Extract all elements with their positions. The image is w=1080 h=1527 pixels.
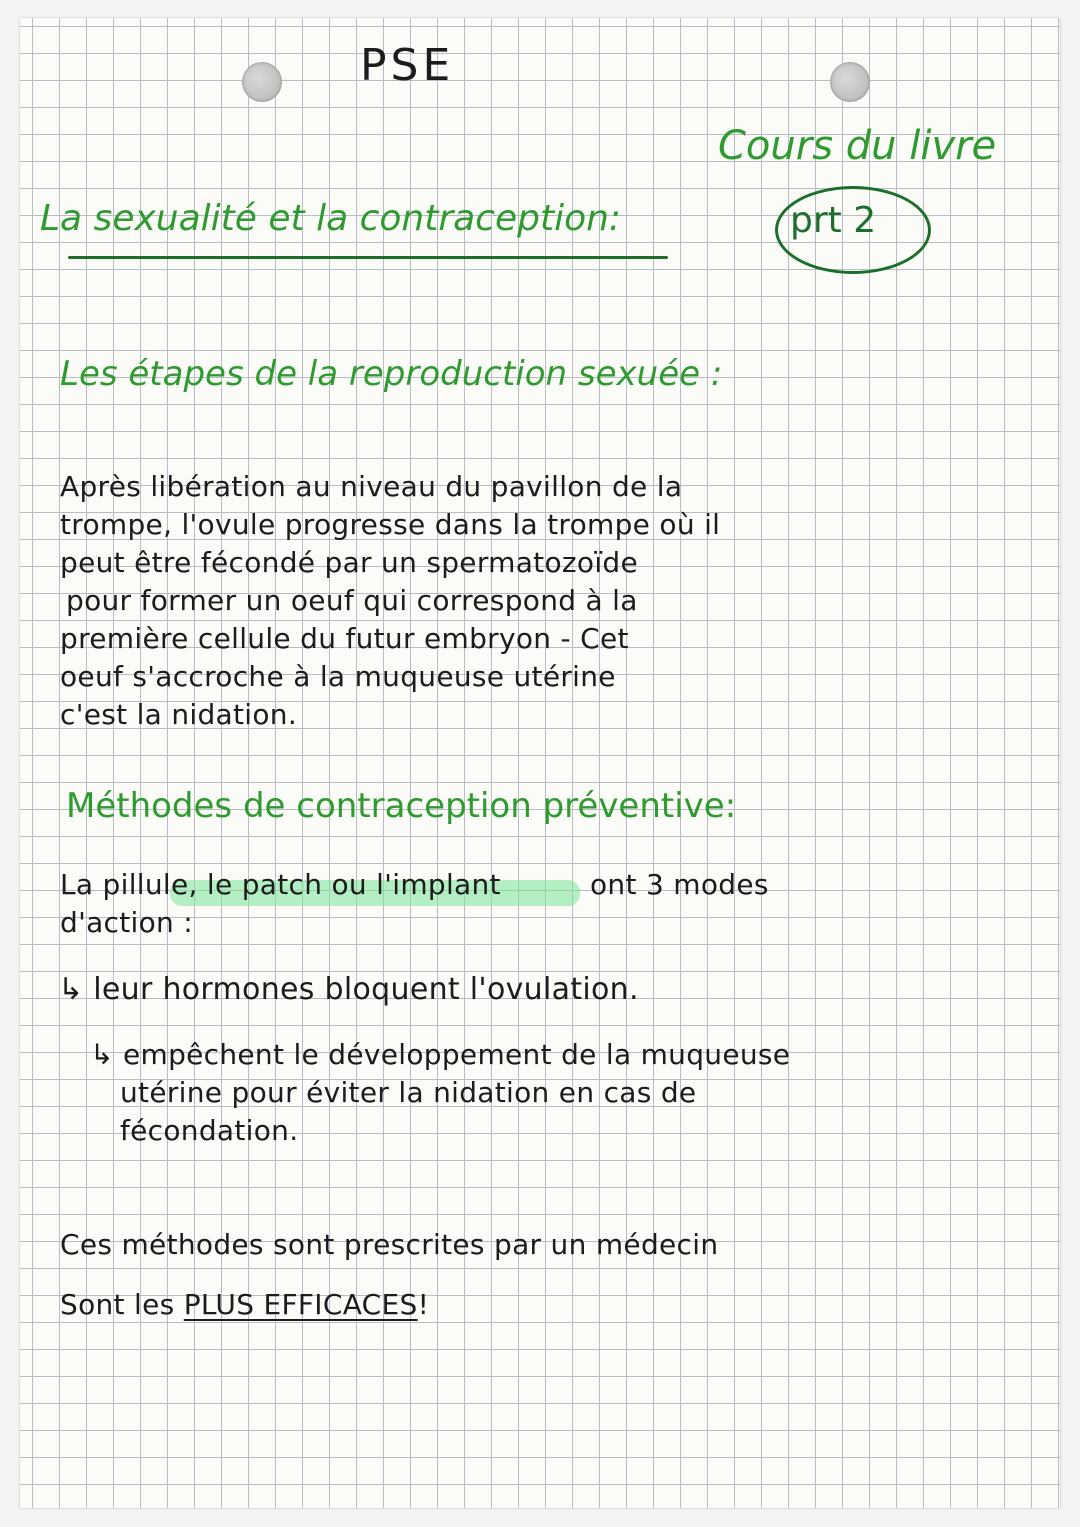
closing-line-emphasis xyxy=(60,1288,429,1321)
bullet-muqueuse-cont: utérine pour éviter la nidation en cas de xyxy=(120,1076,697,1109)
notebook-page xyxy=(20,18,1060,1508)
section-heading-reproduction: Les étapes de la reproduction sexuée : xyxy=(60,354,723,394)
closing-line: Ces méthodes sont prescrites par un médecin xyxy=(60,1228,719,1261)
paragraph-line: Après libération au niveau du pavillon de la xyxy=(60,470,683,503)
subject-label: PSE xyxy=(360,40,455,91)
part-label: prt 2 xyxy=(790,200,877,241)
paragraph-line: pour former un oeuf qui correspond à la xyxy=(66,584,638,617)
binder-hole-left xyxy=(242,62,282,102)
title-underline xyxy=(68,256,668,259)
paragraph-line: oeuf s'accroche à la muqueuse utérine xyxy=(60,660,616,693)
bullet-ovulation: ↳ leur hormones bloquent l'ovulation. xyxy=(58,972,639,1007)
emphasis-text: PLUS EFFICACES xyxy=(183,1288,418,1321)
intro-line-highlighted: La pillule, le patch ou l'implant xyxy=(60,868,501,901)
binder-hole-right xyxy=(830,62,870,102)
paragraph-line: trompe, l'ovule progresse dans la trompe où il xyxy=(60,508,721,541)
page-title: La sexualité et la contraception: xyxy=(40,198,622,239)
closing-exclamation: ! xyxy=(417,1288,430,1321)
intro-line: d'action : xyxy=(60,906,193,939)
paragraph-line: première cellule du futur embryon - Cet xyxy=(60,622,629,655)
source-label: Cours du livre xyxy=(718,123,997,169)
paragraph-line: c'est la nidation. xyxy=(60,698,298,731)
section-heading-contraception: Méthodes de contraception préventive: xyxy=(66,786,737,826)
bullet-muqueuse: ↳ empêchent le développement de la muqueuse xyxy=(90,1038,791,1071)
intro-line-tail: ont 3 modes xyxy=(590,868,769,901)
closing-prefix: Sont les xyxy=(60,1288,184,1321)
bullet-muqueuse-cont: fécondation. xyxy=(120,1114,299,1147)
paragraph-line: peut être fécondé par un spermatozoïde xyxy=(60,546,639,579)
